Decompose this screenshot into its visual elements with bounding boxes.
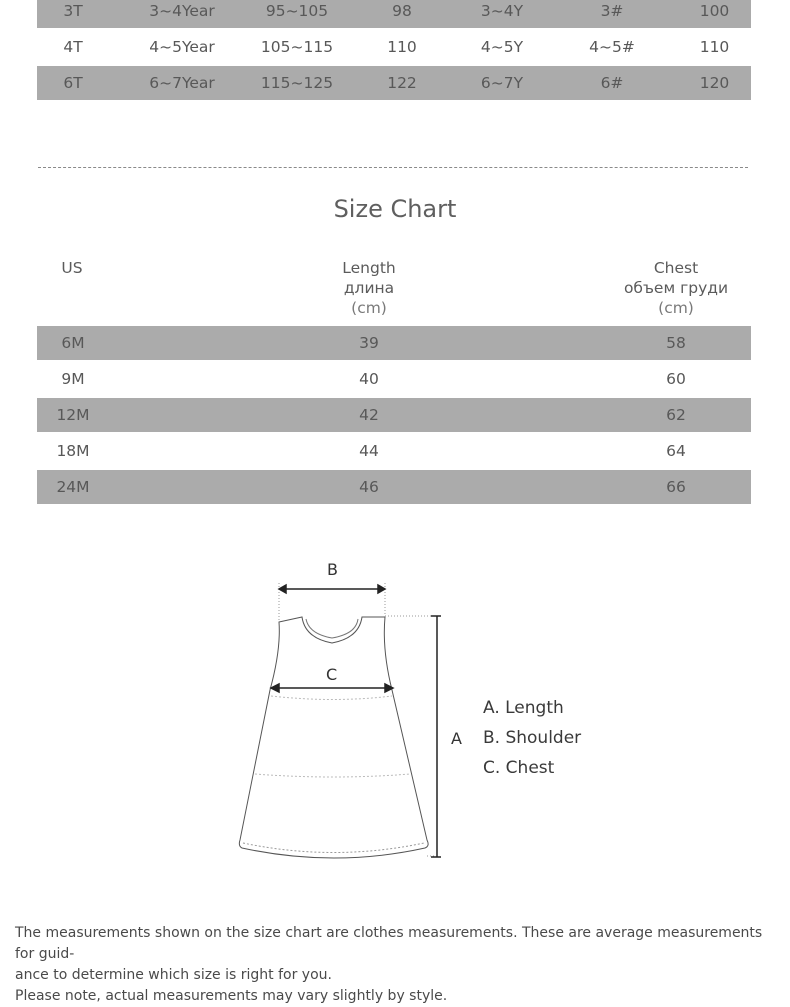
length-cell: 40 bbox=[359, 370, 379, 388]
header-us: US bbox=[61, 259, 83, 277]
dress-hem-stitch bbox=[243, 843, 424, 853]
size-cell: 12M bbox=[56, 406, 90, 424]
waist-seam bbox=[271, 696, 392, 700]
age-cell: 3~4Year bbox=[149, 2, 215, 20]
age-cell: 6~7Year bbox=[149, 74, 215, 92]
note-line-3: Please note, actual measurements may vary slightly by style. bbox=[15, 988, 448, 1004]
chest-cell: 58 bbox=[666, 334, 686, 352]
label-c: C bbox=[326, 665, 338, 684]
chest-cell: 66 bbox=[666, 478, 686, 496]
chest-cell: 62 bbox=[666, 406, 686, 424]
legend-chest: C. Chest bbox=[483, 758, 555, 778]
length-cell: 39 bbox=[359, 334, 379, 352]
header-length-label: Length bbox=[342, 259, 396, 277]
size-cell: 18M bbox=[56, 442, 90, 460]
size-cell: 24M bbox=[56, 478, 90, 496]
label-a: A bbox=[451, 729, 462, 748]
age-short-cell: 6~7Y bbox=[480, 74, 524, 92]
measurement-note bbox=[15, 923, 775, 1007]
label-b: B bbox=[327, 560, 338, 579]
header-chest-ru: объем груди bbox=[623, 279, 729, 297]
note-line-2: ance to determine which size is right for you. bbox=[15, 967, 332, 983]
header-length-unit: (cm) bbox=[351, 299, 387, 317]
page-title: Size Chart bbox=[333, 195, 457, 223]
size-cell: 6T bbox=[63, 74, 83, 92]
skirt-seam bbox=[255, 774, 410, 777]
header-chest-label: Chest bbox=[653, 259, 699, 277]
size-number-cell: 6# bbox=[600, 74, 624, 92]
chest-cell: 64 bbox=[666, 442, 686, 460]
size-number-cell: 4~5# bbox=[589, 38, 635, 56]
last-cell: 100 bbox=[699, 2, 730, 20]
arrow-c-head-left bbox=[271, 684, 279, 692]
length-cell: 110 bbox=[387, 38, 417, 56]
size-cell: 9M bbox=[61, 370, 85, 388]
size-cell: 3T bbox=[63, 2, 83, 20]
header-chest-unit: (cm) bbox=[658, 299, 694, 317]
length-cell: 42 bbox=[359, 406, 379, 424]
size-number-cell: 3# bbox=[600, 2, 624, 20]
age-cell: 4~5Year bbox=[149, 38, 215, 56]
size-cell: 6M bbox=[61, 334, 85, 352]
dress-neckline bbox=[306, 619, 358, 638]
length-cell: 46 bbox=[359, 478, 379, 496]
last-cell: 110 bbox=[699, 38, 730, 56]
arrow-b-head-left bbox=[279, 585, 286, 593]
age-short-cell: 3~4Y bbox=[480, 2, 524, 20]
legend-length: A. Length bbox=[483, 698, 564, 718]
length-cell: 44 bbox=[359, 442, 379, 460]
height-cell: 95~105 bbox=[265, 2, 329, 20]
header-length-ru: длина bbox=[343, 279, 395, 297]
size-cell: 4T bbox=[63, 38, 83, 56]
length-cell: 98 bbox=[392, 2, 412, 20]
height-cell: 105~115 bbox=[260, 38, 334, 56]
arrow-b-head-right bbox=[378, 585, 385, 593]
dress-outline bbox=[239, 617, 428, 858]
chest-cell: 60 bbox=[666, 370, 686, 388]
height-cell: 115~125 bbox=[260, 74, 334, 92]
age-short-cell: 4~5Y bbox=[480, 38, 524, 56]
legend-shoulder: B. Shoulder bbox=[483, 728, 582, 748]
note-line-1: The measurements shown on the size chart are clothes measurements. These are average measurements for guid- bbox=[15, 925, 763, 962]
length-cell: 122 bbox=[387, 74, 417, 92]
last-cell: 120 bbox=[699, 74, 730, 92]
